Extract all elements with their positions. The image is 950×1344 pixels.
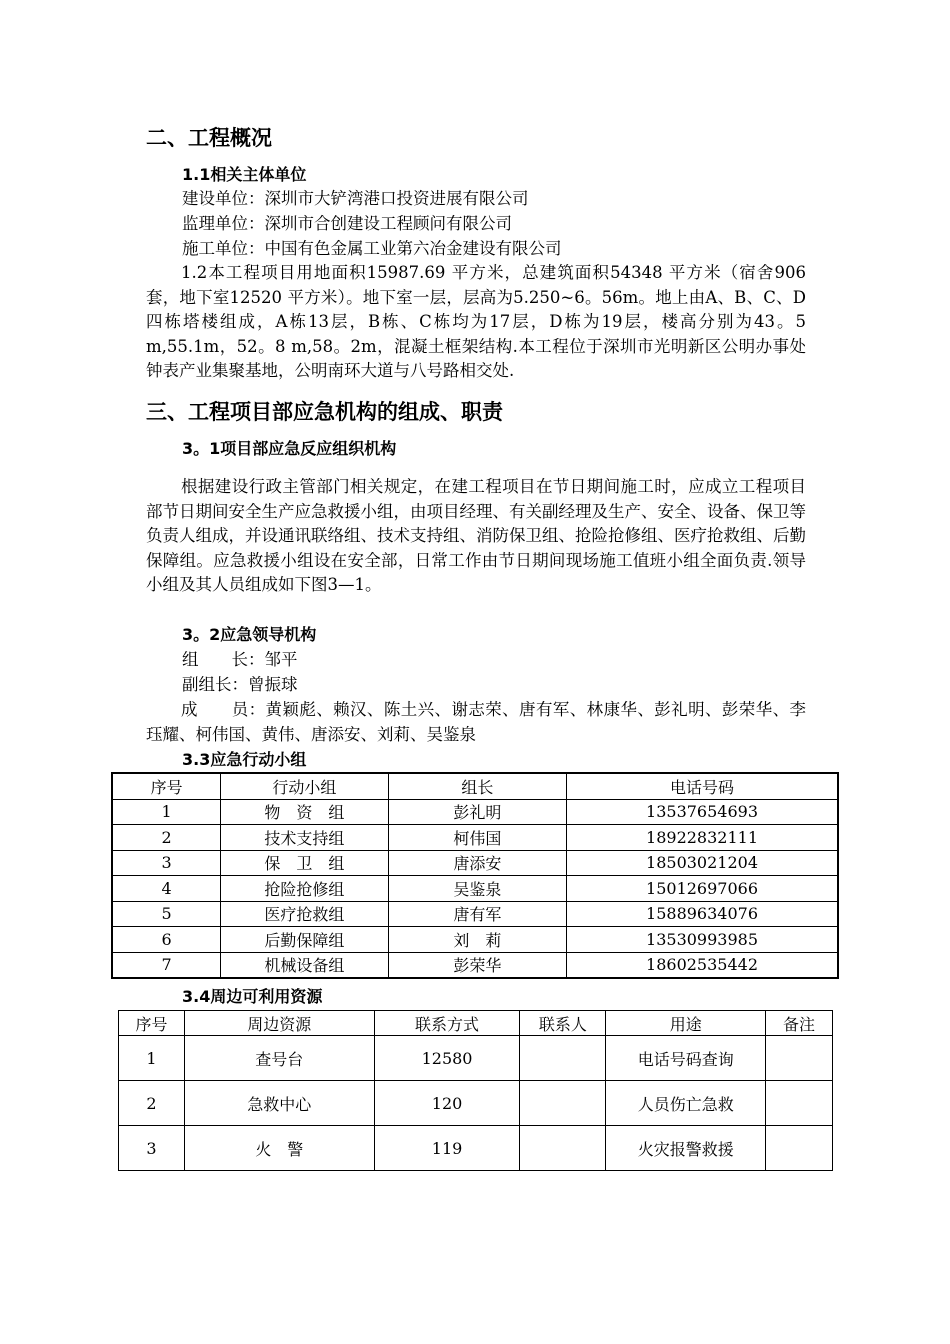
table-cell: 后勤保障组 — [221, 927, 388, 953]
table-cell: 医疗抢救组 — [221, 901, 388, 927]
table-cell: 2 — [119, 1081, 185, 1126]
section-3-1-title: 3。1项目部应急反应组织机构 — [182, 439, 397, 458]
header-cell: 周边资源 — [184, 1011, 374, 1036]
table-cell: 彭荣华 — [388, 952, 566, 978]
table-cell: 火灾报警救援 — [606, 1126, 766, 1171]
table-cell — [766, 1036, 833, 1081]
table-row — [112, 952, 838, 978]
table-cell: 119 — [374, 1126, 520, 1171]
table-row — [119, 1126, 833, 1171]
table-cell: 15012697066 — [567, 876, 838, 902]
header-cell: 序号 — [112, 773, 221, 799]
leader-label: 组 长： — [182, 650, 265, 669]
section-3-3-title: 3.3应急行动小组 — [182, 750, 307, 769]
table-row — [119, 1036, 833, 1081]
section-3-4-title: 3.4周边可利用资源 — [182, 987, 323, 1006]
deputy-line — [182, 673, 298, 697]
section-1-1-title: 1.1相关主体单位 — [182, 165, 307, 184]
table-cell: 3 — [112, 850, 221, 876]
table-row — [112, 799, 838, 825]
table-header-row — [119, 1011, 833, 1036]
table-cell: 急救中心 — [184, 1081, 374, 1126]
table-cell: 唐添安 — [388, 850, 566, 876]
header-cell: 序号 — [119, 1011, 185, 1036]
table-cell: 12580 — [374, 1036, 520, 1081]
table-cell — [520, 1081, 606, 1126]
table-cell: 彭礼明 — [388, 799, 566, 825]
table-cell — [520, 1036, 606, 1081]
project-overview-paragraph: 1.2本工程项目用地面积15987.69 平方米，总建筑面积54348 平方米（宿舍906 套，地下室12520 平方米）。地下室一层，层高为5.250~6。56m。地上由A、B、C、D四栋塔楼组成，A栋13层，B栋、C栋均为17层，D栋为19层，楼高分别为43。5 m,55.1m，52。8 m,58。2m，混凝土框架结构.本工程位于深圳市光明新区公明办事处钟表产业集聚基地，公明南环大道与八号路相交处. — [146, 263, 806, 381]
header-cell: 备注 — [766, 1011, 833, 1036]
table-cell: 18503021204 — [567, 850, 838, 876]
construction-unit: 建设单位：深圳市大铲湾港口投资进展有限公司 — [182, 189, 529, 208]
members-paragraph: 成 员：黄颖彪、赖汉、陈土兴、谢志荣、唐有军、林康华、彭礼明、彭荣华、李珏耀、柯伟国、黄伟、唐添安、刘莉、吴鉴泉 — [146, 700, 806, 744]
resources-table — [118, 1010, 833, 1171]
table-cell: 刘 莉 — [388, 927, 566, 953]
deputy-name: 曾振球 — [248, 675, 298, 694]
leader-name: 邹平 — [264, 650, 298, 669]
table-row — [112, 927, 838, 953]
table-cell: 保 卫 组 — [221, 850, 388, 876]
supervision-unit: 监理单位：深圳市合创建设工程顾问有限公司 — [182, 214, 512, 233]
header-cell: 组长 — [388, 773, 566, 799]
table-cell: 柯伟国 — [388, 825, 566, 851]
table-cell: 5 — [112, 901, 221, 927]
table-cell: 查号台 — [184, 1036, 374, 1081]
table-cell: 6 — [112, 927, 221, 953]
table-row — [119, 1081, 833, 1126]
table-header-row — [112, 773, 838, 799]
deputy-label: 副组长： — [182, 675, 248, 694]
table-cell: 物 资 组 — [221, 799, 388, 825]
table-cell: 电话号码查询 — [606, 1036, 766, 1081]
table-cell: 抢险抢修组 — [221, 876, 388, 902]
table-cell: 18602535442 — [567, 952, 838, 978]
table-row — [112, 850, 838, 876]
table-row — [112, 876, 838, 902]
header-cell: 电话号码 — [567, 773, 838, 799]
table-cell: 1 — [112, 799, 221, 825]
table-cell — [766, 1126, 833, 1171]
emergency-org-paragraph: 根据建设行政主管部门相关规定，在建工程项目在节日期间施工时，应成立工程项目部节日期间安全生产应急救援小组，由项目经理、有关副经理及生产、安全、设备、保卫等负责人组成，并设通讯联络组、技术支持组、消防保卫组、抢险抢修组、医疗抢救组、后勤保障组。应急救援小组设在安全部，日常工作由节日期间现场施工值班小组全面负责.领导小组及其人员组成如下图3—1。 — [146, 477, 806, 595]
table-cell: 1 — [119, 1036, 185, 1081]
table-cell: 火 警 — [184, 1126, 374, 1171]
table-cell: 3 — [119, 1126, 185, 1171]
table-cell: 吴鉴泉 — [388, 876, 566, 902]
leader-line — [182, 648, 298, 672]
header-cell: 用途 — [606, 1011, 766, 1036]
table-cell: 4 — [112, 876, 221, 902]
table-row — [112, 825, 838, 851]
table-cell: 人员伤亡急救 — [606, 1081, 766, 1126]
table-cell: 2 — [112, 825, 221, 851]
table-cell: 120 — [374, 1081, 520, 1126]
table-cell: 15889634076 — [567, 901, 838, 927]
table-cell: 唐有军 — [388, 901, 566, 927]
table-cell: 机械设备组 — [221, 952, 388, 978]
table-cell: 7 — [112, 952, 221, 978]
table-cell — [766, 1081, 833, 1126]
action-groups-table — [111, 772, 839, 979]
table-row — [112, 901, 838, 927]
contractor-unit: 施工单位：中国有色金属工业第六冶金建设有限公司 — [182, 239, 562, 258]
header-cell: 联系人 — [520, 1011, 606, 1036]
table-cell: 13530993985 — [567, 927, 838, 953]
section-2-title: 二、工程概况 — [146, 126, 272, 150]
section-3-2-title: 3。2应急领导机构 — [182, 625, 317, 644]
header-cell: 联系方式 — [374, 1011, 520, 1036]
table-cell: 13537654693 — [567, 799, 838, 825]
table-cell: 18922832111 — [567, 825, 838, 851]
table-cell — [520, 1126, 606, 1171]
header-cell: 行动小组 — [221, 773, 388, 799]
table-cell: 技术支持组 — [221, 825, 388, 851]
section-3-title: 三、工程项目部应急机构的组成、职责 — [146, 400, 503, 424]
